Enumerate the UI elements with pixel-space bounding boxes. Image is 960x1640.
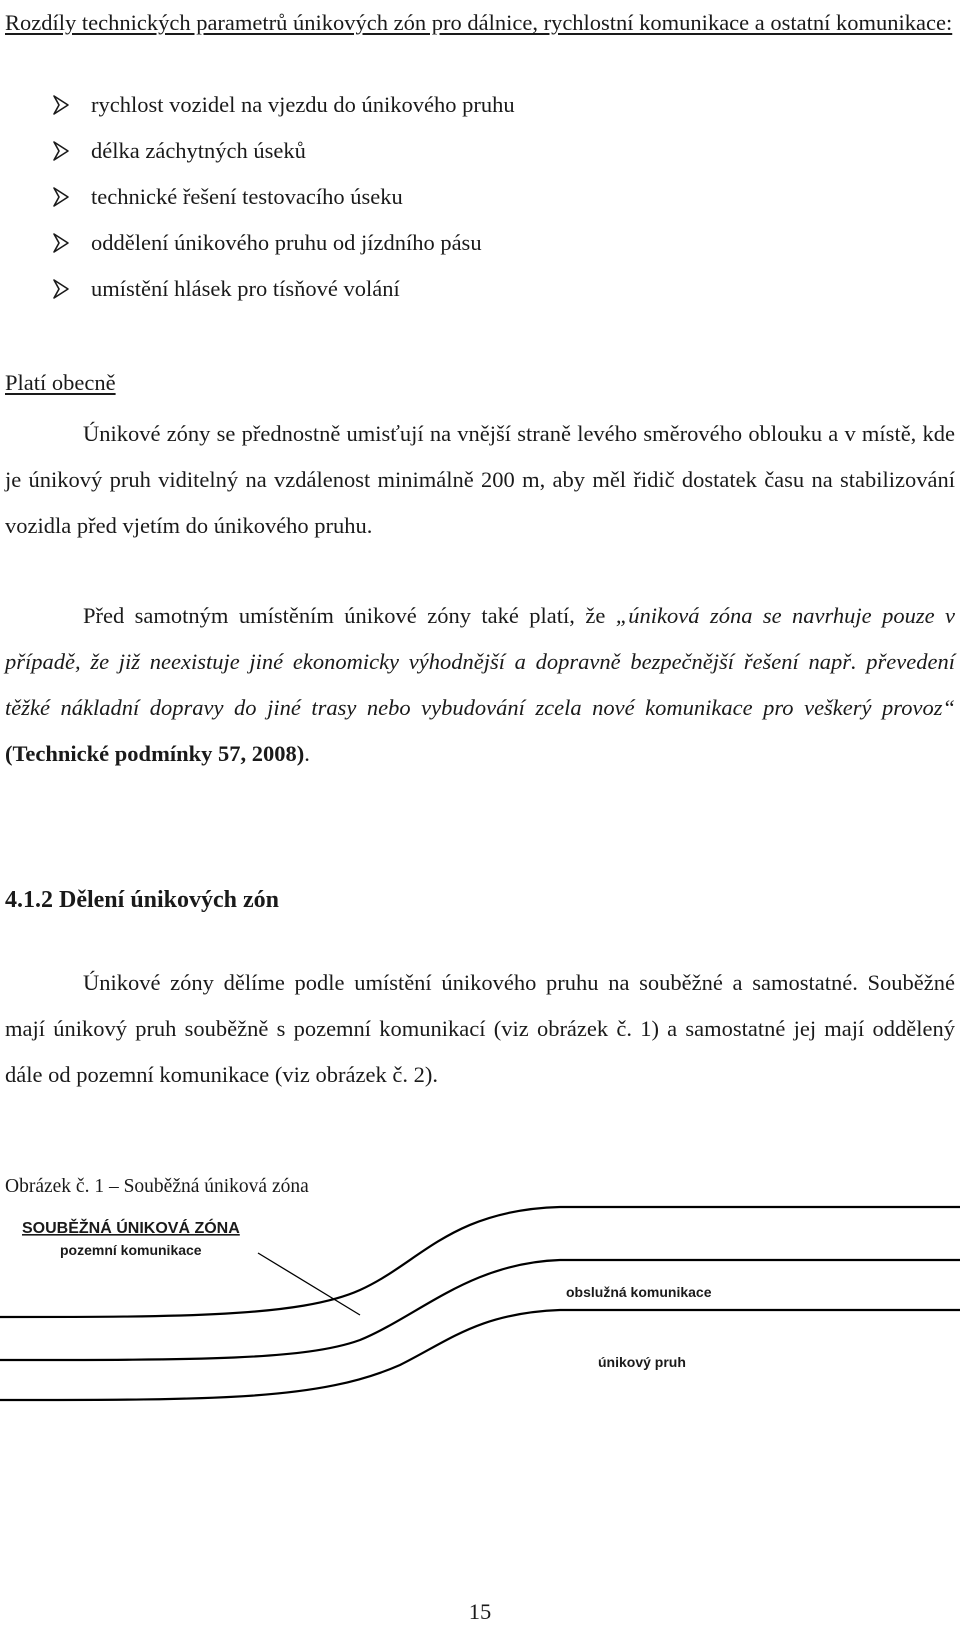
bullet-text: technické řešení testovacího úseku xyxy=(91,184,403,209)
list-item xyxy=(52,82,515,128)
paragraph-quote xyxy=(5,593,955,777)
arrow-bullet-icon xyxy=(52,186,90,208)
figure-caption: Obrázek č. 1 – Souběžná úniková zóna xyxy=(5,1176,309,1197)
arrow-bullet-icon xyxy=(52,140,90,162)
label-leader-line xyxy=(258,1253,360,1315)
arrow-bullet-icon xyxy=(52,278,90,300)
paragraph-lead: Před samotným umístěním únikové zóny také platí, že xyxy=(83,603,616,628)
label-road: pozemní komunikace xyxy=(60,1242,202,1258)
page-number: 15 xyxy=(468,1599,492,1624)
figure-diagram xyxy=(0,1195,960,1455)
bullet-text: rychlost vozidel na vjezdu do únikového pruhu xyxy=(91,92,515,117)
bullet-text: umístění hlásek pro tísňové volání xyxy=(91,276,400,301)
list-item xyxy=(52,128,515,174)
paragraph-tail: . xyxy=(304,741,310,766)
intro-text: Rozdíly technických parametrů únikových zón pro dálnice, rychlostní komunikace a ostatní komunikace: xyxy=(5,10,953,35)
paragraph: Únikové zóny se přednostně umisťují na vnější straně levého směrového oblouku a v místě, kde je únikový pruh viditelný na vzdálenost minimálně 200 m, aby měl řidič dostatek času na stabilizování vozidla před vjetím do únikového pruhu. xyxy=(5,421,955,538)
section-heading: 4.1.2 Dělení únikových zón xyxy=(5,887,280,913)
arrow-bullet-icon xyxy=(52,94,90,116)
label-escape-lane: únikový pruh xyxy=(598,1354,686,1370)
bullet-text: délka záchytných úseků xyxy=(91,138,306,163)
paragraph: Únikové zóny dělíme podle umístění únikového pruhu na souběžné a samostatné. Souběžné mají únikový pruh souběžně s pozemní komunikací (viz obrázek č. 1) a samostatné jej mají oddělený dále od pozemní komunikace (viz obrázek č. 2). xyxy=(5,970,955,1087)
quoted-text: „úniková zóna se navrhuje pouze v případě, že již neexistuje jiné ekonomicky výhodnější a dopravně bezpečnější řešení např. převedení těžké nákladní dopravy do jiné trasy nebo vybudování zcela nové komunikace pro veškerý provoz“ xyxy=(5,603,955,720)
subheading: Platí obecně xyxy=(5,370,116,395)
label-service-road: obslužná komunikace xyxy=(566,1284,712,1300)
list-item xyxy=(52,266,515,312)
bullet-text: oddělení únikového pruhu od jízdního pásu xyxy=(91,230,482,255)
citation: (Technické podmínky 57, 2008) xyxy=(5,741,305,766)
diagram-title: SOUBĚŽNÁ ÚNIKOVÁ ZÓNA xyxy=(22,1220,240,1237)
escape-lane-edge xyxy=(0,1310,960,1400)
bullet-list xyxy=(52,82,515,312)
list-item xyxy=(52,220,515,266)
arrow-bullet-icon xyxy=(52,232,90,254)
list-item xyxy=(52,174,515,220)
